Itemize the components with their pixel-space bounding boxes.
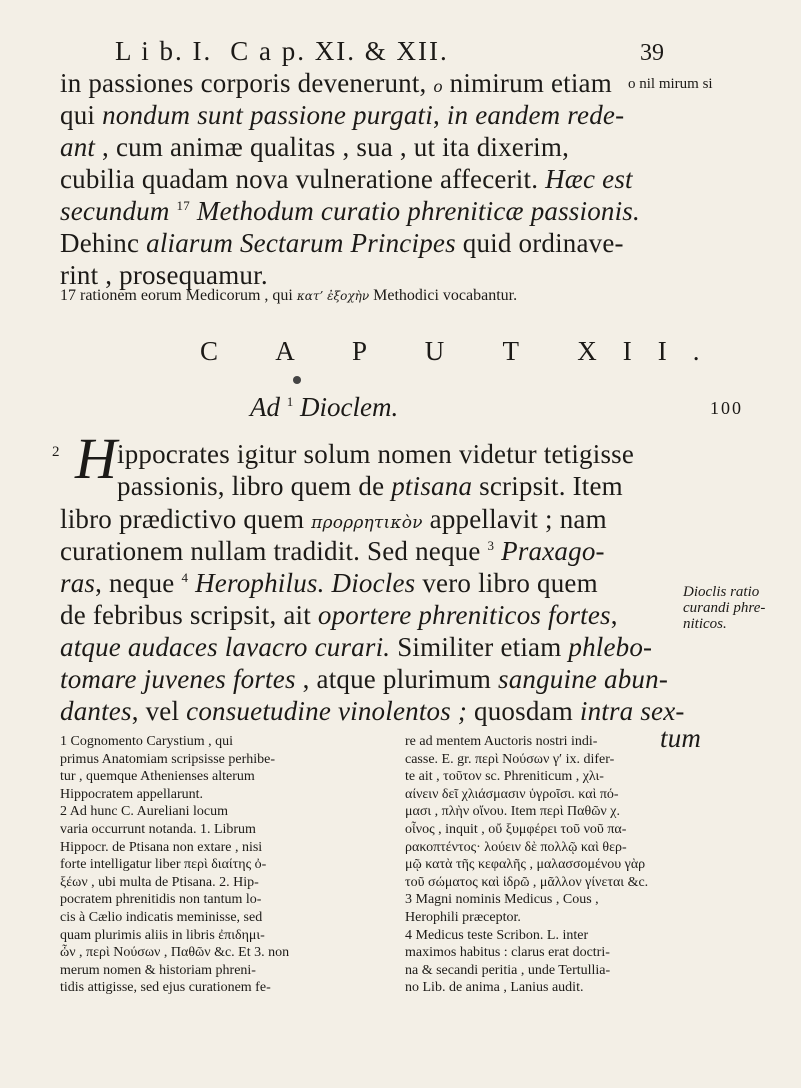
body-line-6 bbox=[60, 599, 618, 631]
italic-fragment: curandi phre- bbox=[683, 600, 766, 616]
footnote-line: μασι , πλὴν οἴνου. Item περὶ Παθῶν χ. bbox=[405, 804, 620, 820]
footnote-line: pocratem phrenitidis non tantum lo- bbox=[60, 892, 262, 908]
footnote-line: casse. E. gr. περὶ Νούσων γ′ ix. difer- bbox=[405, 751, 615, 767]
footnotes-right-column bbox=[405, 733, 735, 997]
running-head-chapter: C a p. XI. & XII. bbox=[230, 36, 449, 66]
footnote-line: 1 Cognomento Carystium , qui bbox=[60, 734, 234, 749]
italic-fragment: in eandem rede- bbox=[446, 100, 625, 130]
greek-fragment: κατ’ ἐξοχὴν bbox=[296, 289, 370, 303]
text-line-1 bbox=[60, 67, 612, 102]
body-line-9 bbox=[60, 695, 685, 727]
italic-fragment: aliarum Sectarum Principes bbox=[146, 228, 456, 258]
footnote-ref: 4 bbox=[181, 570, 189, 585]
footnote-line: re ad mentem Auctoris nostri indi- bbox=[405, 734, 598, 749]
text-fragment: Methodici vocabantur. bbox=[369, 287, 518, 304]
footnote-ref: 17 bbox=[176, 198, 190, 213]
footnote-line: primus Anatomiam scripsisse perhibe- bbox=[60, 751, 276, 767]
italic-fragment: sanguine abun- bbox=[497, 664, 669, 694]
text-fragment: quid ordinave- bbox=[455, 228, 624, 258]
italic-fragment: Hæc est bbox=[545, 164, 633, 194]
margin-note-right-1 bbox=[683, 584, 759, 601]
italic-fragment: tomare juvenes fortes bbox=[60, 664, 296, 694]
note-marker: ο bbox=[433, 76, 443, 96]
body-line-3 bbox=[60, 503, 607, 539]
running-head-book: L i b. I. bbox=[115, 36, 213, 66]
margin-note-right-2 bbox=[683, 600, 765, 617]
italic-fragment: dantes bbox=[60, 696, 132, 726]
italic-fragment: ant bbox=[60, 132, 96, 162]
footnote-line: τοῦ σώματος καὶ ἱδρῶ , μᾶλλον γίνεται &c. bbox=[405, 874, 649, 890]
footnote-line: cis à Cælio indicatis meminisse, sed bbox=[60, 909, 263, 925]
footnote-ref-2: 2 bbox=[52, 444, 60, 460]
footnote-ref: 1 bbox=[286, 394, 294, 409]
italic-fragment: Dioclem. bbox=[293, 392, 399, 422]
footnote-line: no Lib. de anima , Lanius audit. bbox=[405, 980, 584, 996]
footnote-line: Herophili præceptor. bbox=[405, 909, 521, 925]
italic-fragment: secundum bbox=[60, 196, 177, 226]
footnote-line: αίνειν δεῖ χλιάσμασιν ὑγροῖσι. καὶ πό- bbox=[405, 786, 619, 802]
text-fragment: cubilia quadam nova vulneratione affecerit. bbox=[60, 164, 546, 194]
footnote-line: merum nomen & historiam phreni- bbox=[60, 962, 256, 978]
footnote-line: ξέων , ubi multa de Ptisana. 2. Hip- bbox=[60, 874, 259, 890]
text-fragment: de febribus scripsit, ait bbox=[60, 600, 318, 630]
italic-fragment: consuetudine vinolentos ; bbox=[186, 696, 468, 726]
text-fragment: nimirum etiam bbox=[442, 68, 612, 98]
margin-note-right-3 bbox=[683, 616, 727, 633]
text-line-6 bbox=[60, 227, 624, 259]
text-line-2 bbox=[60, 99, 624, 131]
text-fragment: scripsit. Item bbox=[472, 471, 623, 501]
text-line-3 bbox=[60, 131, 569, 163]
margin-note-top: o nil mirum si bbox=[628, 76, 713, 92]
text-line-7: rint , prosequamur. bbox=[60, 260, 268, 290]
footnote-17 bbox=[60, 287, 517, 305]
italic-fragment: nondum sunt passione purgati bbox=[102, 100, 433, 130]
greek-fragment: προρρητικὸν bbox=[311, 513, 423, 533]
text-line-4 bbox=[60, 163, 633, 195]
footnotes-left-column bbox=[60, 733, 385, 997]
footnote-line: varia occurrunt notanda. 1. Librum bbox=[60, 821, 256, 837]
italic-fragment: atque audaces lavacro curari. bbox=[60, 632, 391, 662]
text-fragment: qui bbox=[60, 100, 103, 130]
text-fragment: curationem nullam tradidit. Sed neque bbox=[60, 536, 488, 566]
italic-fragment: tum bbox=[660, 723, 702, 753]
margin-number: 100 bbox=[710, 398, 743, 418]
italic-fragment: niticos. bbox=[683, 616, 727, 632]
footnote-line: maximos habitus : clarus erat doctri- bbox=[405, 945, 610, 961]
body-line-7 bbox=[60, 631, 652, 663]
body-line-5 bbox=[60, 567, 598, 599]
ornament-dot bbox=[293, 376, 301, 384]
text-fragment: , atque plurimum bbox=[295, 664, 498, 694]
footnote-line: tidis attigisse, sed ejus curationem fe- bbox=[60, 980, 271, 996]
footnote-line: na & secandi peritia , unde Tertullia- bbox=[405, 962, 611, 978]
italic-fragment: Methodum curatio phreniticæ passionis. bbox=[189, 196, 640, 226]
footnote-line: 2 Ad hunc C. Aureliani locum bbox=[60, 804, 228, 820]
footnote-line: te ait , τοῦτον sc. Phreniticum , χλι- bbox=[405, 769, 604, 785]
footnote-line: forte intelligatur liber περὶ διαίτης ὀ- bbox=[60, 857, 267, 873]
text-fragment: Dehinc bbox=[60, 228, 147, 258]
italic-fragment: phlebo- bbox=[568, 632, 653, 662]
footnote-line: μῷ κατὰ τῆς κεφαλῆς , μαλασσομένου γὰρ bbox=[405, 857, 646, 873]
footnote-line: Hippocr. de Ptisana non extare , nisi bbox=[60, 839, 263, 855]
text-fragment: libro prædictivo quem bbox=[60, 504, 312, 534]
footnote-line: quam plurimis aliis in libris ἐπιδημι- bbox=[60, 927, 265, 943]
footnote-line: tur , quemque Athenienses alterum bbox=[60, 769, 255, 785]
text-fragment: Similiter etiam bbox=[390, 632, 569, 662]
section-title bbox=[250, 392, 398, 423]
footnote-line: 4 Medicus teste Scribon. L. inter bbox=[405, 927, 589, 943]
text-fragment: , vel bbox=[131, 696, 187, 726]
footnote-line: ὦν , περὶ Νούσων , Παθῶν &c. Et 3. non bbox=[60, 945, 290, 961]
text-fragment: , neque bbox=[95, 568, 182, 598]
italic-fragment: Diocles bbox=[324, 568, 416, 598]
body-line-4 bbox=[60, 535, 605, 567]
text-fragment: vero libro quem bbox=[415, 568, 598, 598]
text-fragment: , bbox=[432, 100, 447, 130]
body-line-2 bbox=[117, 470, 623, 502]
footnote-line: Hippocratem appellarunt. bbox=[60, 786, 204, 802]
italic-fragment: ras bbox=[60, 568, 96, 598]
drop-cap: H bbox=[75, 426, 117, 491]
footnote-line: 3 Magni nominis Medicus , Cous , bbox=[405, 892, 599, 908]
body-line-1: ippocrates igitur solum nomen videtur tetigisse bbox=[117, 439, 635, 469]
italic-fragment: Herophilus. bbox=[188, 568, 325, 598]
text-fragment: 17 rationem eorum Medicorum , qui bbox=[60, 287, 297, 304]
page-number: 39 bbox=[640, 40, 664, 66]
footnote-line: ρακοπτέντος· λούειν δὲ πολλῷ καὶ θερ- bbox=[405, 839, 627, 855]
text-fragment: in passiones corporis devenerunt, bbox=[60, 68, 434, 98]
italic-fragment: Praxago- bbox=[494, 536, 605, 566]
italic-fragment: Ad bbox=[250, 392, 287, 422]
text-fragment: quosdam bbox=[467, 696, 580, 726]
italic-fragment: ptisana bbox=[391, 471, 473, 501]
italic-fragment: intra sex- bbox=[579, 696, 685, 726]
italic-fragment: oportere phreniticos fortes bbox=[317, 600, 611, 630]
body-line-8 bbox=[60, 663, 668, 695]
footnote-line: οἶνος , inquit , οὔ ξυμφέρει τοῦ νοῦ πα- bbox=[405, 821, 627, 837]
text-line-5 bbox=[60, 195, 640, 227]
running-head bbox=[115, 36, 449, 67]
text-fragment: , cum animæ qualitas , sua , ut ita dixerim, bbox=[95, 132, 570, 162]
text-fragment: , bbox=[610, 600, 618, 630]
chapter-heading: C A P U T XII. bbox=[200, 336, 726, 366]
text-fragment: appellavit ; nam bbox=[422, 504, 607, 534]
footnote-ref: 3 bbox=[487, 538, 495, 553]
italic-fragment: Dioclis ratio bbox=[683, 584, 760, 600]
text-fragment: passionis, libro quem de bbox=[117, 471, 392, 501]
